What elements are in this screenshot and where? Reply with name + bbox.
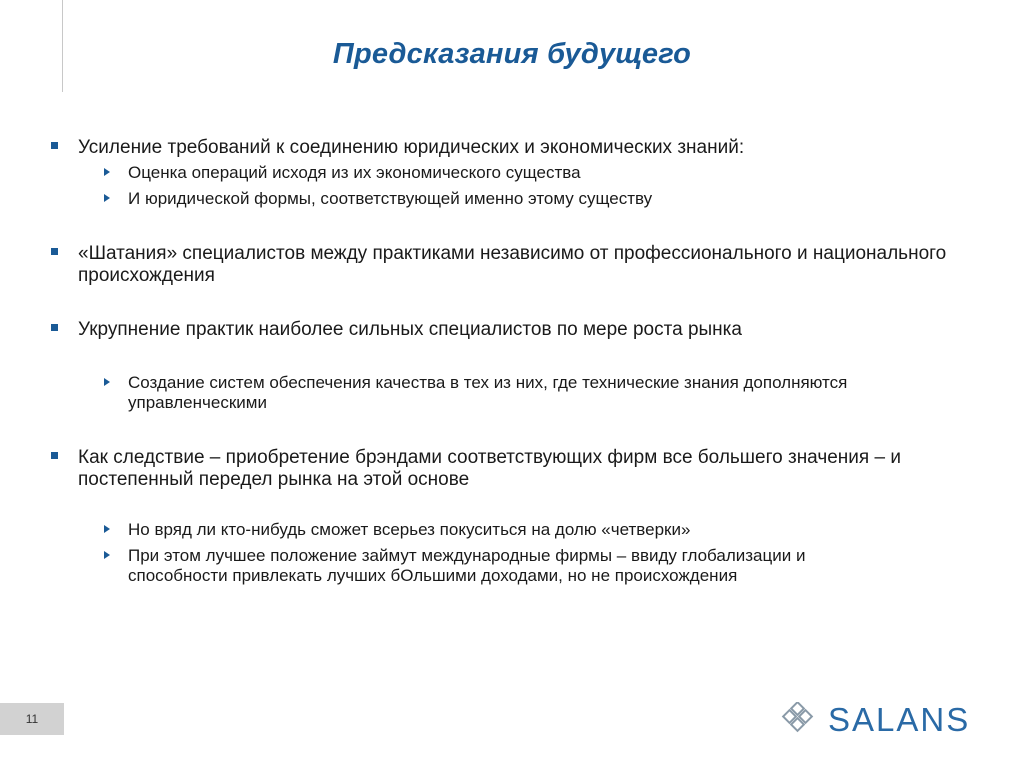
slide-title: Предсказания будущего <box>332 38 692 70</box>
sub-bullet-text: Создание систем обеспечения качества в тех из них, где технические знания дополняются управленческими <box>128 373 848 412</box>
triangle-bullet-icon <box>104 551 110 559</box>
sub-bullet-text: Оценка операций исходя из их экономического существа <box>128 163 581 182</box>
square-bullet-icon <box>51 142 58 149</box>
bullet-text: Как следствие – приобретение брэндами соответствующих фирм все большего значения – и постепенный передел рынка на этой основе <box>78 447 901 490</box>
sub-bullet-item <box>128 163 948 183</box>
triangle-bullet-icon <box>104 378 110 386</box>
square-bullet-icon <box>51 452 58 459</box>
diamond-lattice-icon <box>780 702 816 738</box>
bullet-item <box>78 447 948 491</box>
square-bullet-icon <box>51 324 58 331</box>
square-bullet-icon <box>51 248 58 255</box>
sub-bullet-item <box>128 520 948 540</box>
logo-name: SALANS <box>828 701 971 738</box>
triangle-bullet-icon <box>104 168 110 176</box>
sub-bullet-item <box>128 546 868 586</box>
bullet-item <box>78 319 978 341</box>
triangle-bullet-icon <box>104 194 110 202</box>
bullet-item <box>78 243 968 287</box>
sub-bullet-item <box>128 189 948 209</box>
sub-bullet-item <box>128 373 908 413</box>
sub-bullet-text: При этом лучшее положение займут международные фирмы – ввиду глобализации и способности привлекать лучших бОльшими доходами, но не происхождения <box>128 546 806 585</box>
bullet-item <box>78 137 978 159</box>
company-logo <box>780 700 970 740</box>
sub-bullet-text: И юридической формы, соответствующей именно этому существу <box>128 189 653 208</box>
bullet-text: Усиление требований к соединению юридических и экономических знаний: <box>78 137 745 158</box>
page-number: 11 <box>0 703 64 735</box>
triangle-bullet-icon <box>104 525 110 533</box>
bullet-text: Укрупнение практик наиболее сильных специалистов по мере роста рынка <box>78 319 742 340</box>
sub-bullet-text: Но вряд ли кто-нибудь сможет всерьез покуситься на долю «четверки» <box>128 520 691 539</box>
bullet-text: «Шатания» специалистов между практиками независимо от профессионального и национального происхождения <box>78 243 947 286</box>
